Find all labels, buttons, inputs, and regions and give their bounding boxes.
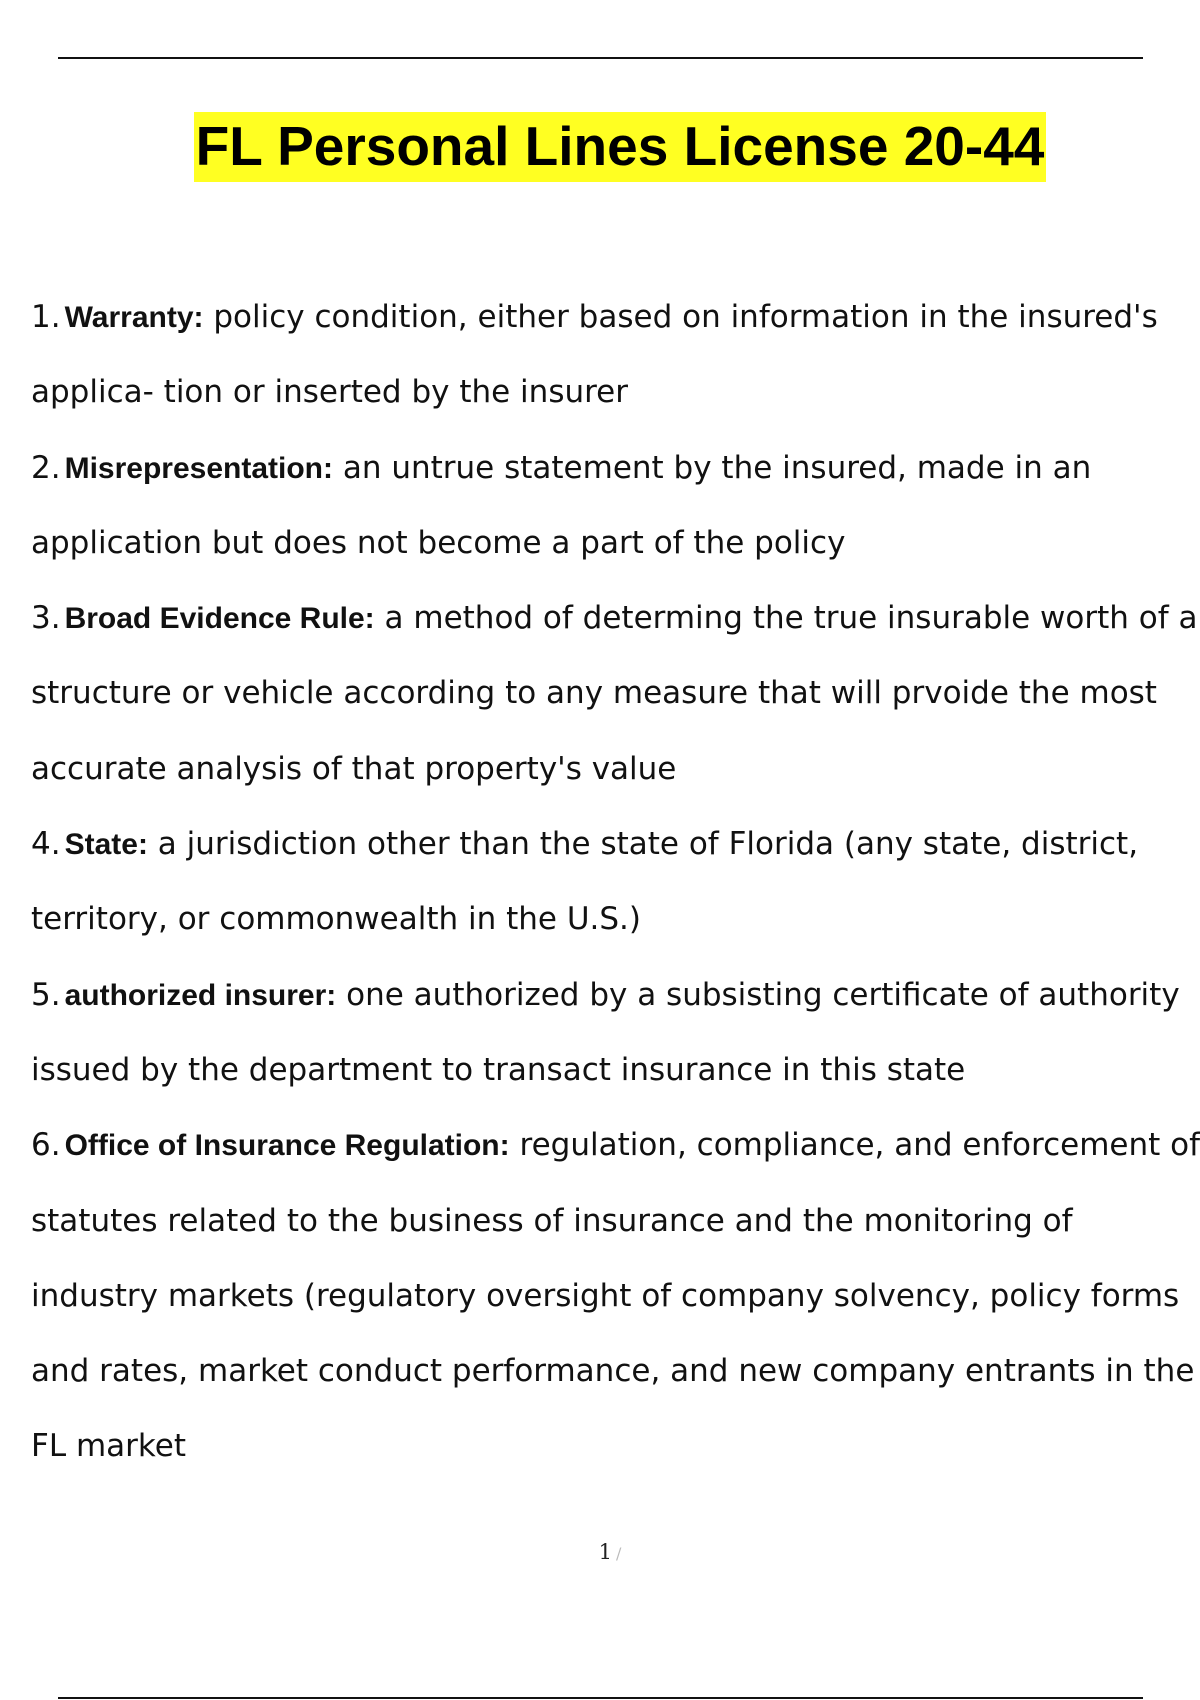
term-number: 6. bbox=[31, 1127, 61, 1164]
term-number: 2. bbox=[31, 449, 61, 486]
term-definition: one authorized by a subsisting certificate of authority issued by the department to transact insurance in this state bbox=[31, 976, 1180, 1088]
term-label: Broad Evidence Rule: bbox=[64, 602, 375, 636]
term-definition: a method of determing the true insurable worth of a structure or vehicle according to any measure that will prvoide the most accurate analysis of that property's value bbox=[31, 600, 1198, 787]
term-number: 3. bbox=[31, 600, 61, 637]
term-definition: a jurisdiction other than the state of Florida (any state, district, territory, or commonwealth in the U.S.) bbox=[31, 826, 1139, 938]
bottom-divider bbox=[58, 1697, 1143, 1699]
term-label: Warranty: bbox=[64, 301, 204, 334]
term-number: 1. bbox=[31, 299, 61, 335]
term-item bbox=[31, 807, 1200, 958]
term-definition: policy condition, either based on information in the insured's applica- tion or inserted by the insurer bbox=[31, 299, 1158, 411]
page-number-value: 1 bbox=[598, 1540, 612, 1564]
term-number: 5. bbox=[31, 976, 61, 1013]
term-item bbox=[31, 958, 1200, 1109]
document-title: FL Personal Lines License 20-44 bbox=[194, 112, 1047, 182]
term-item bbox=[31, 280, 1200, 431]
term-item bbox=[31, 1108, 1200, 1484]
term-label: Office of Insurance Regulation: bbox=[64, 1129, 510, 1163]
top-divider bbox=[58, 57, 1143, 59]
page-number-suffix: / bbox=[615, 1544, 622, 1563]
page-number bbox=[0, 1540, 1200, 1564]
term-definition: an untrue statement by the insured, made in an application but does not become a part of the policy bbox=[31, 449, 1092, 561]
term-item bbox=[31, 581, 1200, 807]
term-item bbox=[31, 431, 1200, 582]
term-label: State: bbox=[64, 828, 148, 862]
term-definition: regulation, compliance, and enforcement of statutes related to the business of insurance and the monitoring of industry markets (regulatory oversight of company solvency, policy forms and rates, market conduct performance, and new company entrants in the FL market bbox=[31, 1127, 1200, 1465]
title-container bbox=[0, 112, 1200, 182]
term-number: 4. bbox=[31, 826, 61, 863]
terms-list bbox=[31, 280, 1200, 1485]
term-label: authorized insurer: bbox=[64, 978, 337, 1012]
term-label: Misrepresentation: bbox=[64, 451, 333, 485]
